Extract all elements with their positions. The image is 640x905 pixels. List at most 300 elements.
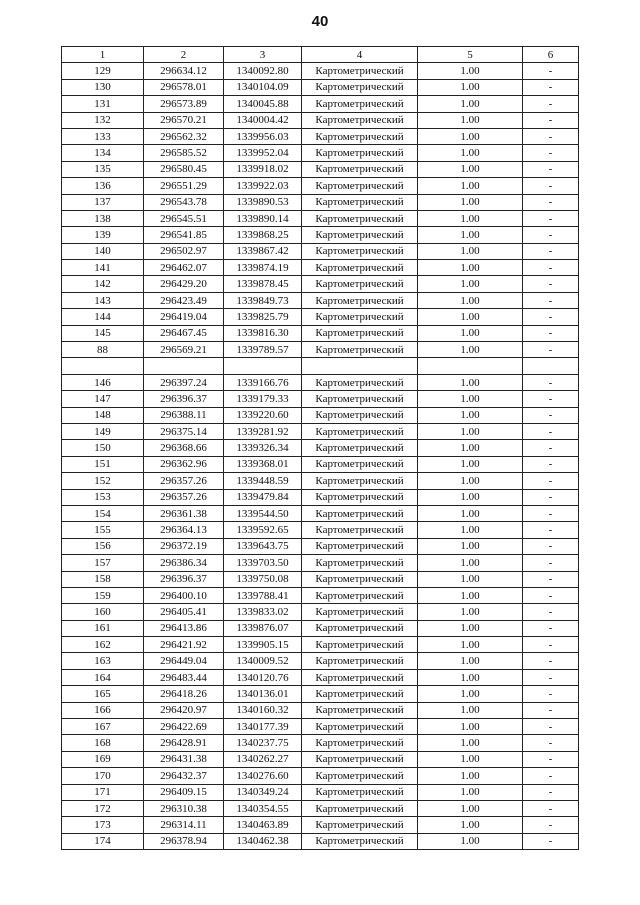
point-number-cell: 149 — [62, 423, 144, 439]
table-row — [62, 325, 579, 341]
table-row — [62, 309, 579, 325]
table-row — [62, 768, 579, 784]
accuracy-cell: 1.00 — [418, 473, 523, 489]
accuracy-cell: 1.00 — [418, 604, 523, 620]
method-cell: Картометрический — [302, 800, 418, 816]
x-coordinate-cell: 296585.52 — [144, 145, 224, 161]
point-number-cell: 154 — [62, 505, 144, 521]
y-coordinate-cell: 1339281.92 — [224, 423, 302, 439]
x-coordinate-cell: 296541.85 — [144, 227, 224, 243]
table-row — [62, 145, 579, 161]
method-cell: Картометрический — [302, 309, 418, 325]
note-cell: - — [523, 653, 579, 669]
point-number-cell: 150 — [62, 440, 144, 456]
note-cell: - — [523, 423, 579, 439]
y-coordinate-cell: 1340009.52 — [224, 653, 302, 669]
y-coordinate-cell: 1340349.24 — [224, 784, 302, 800]
method-cell — [302, 358, 418, 374]
table-row — [62, 391, 579, 407]
point-number-cell: 136 — [62, 178, 144, 194]
table-row — [62, 440, 579, 456]
point-number-cell — [62, 358, 144, 374]
y-coordinate-cell: 1339905.15 — [224, 637, 302, 653]
method-cell: Картометрический — [302, 423, 418, 439]
y-coordinate-cell: 1340237.75 — [224, 735, 302, 751]
table-row — [62, 604, 579, 620]
column-header: 4 — [302, 47, 418, 63]
method-cell: Картометрический — [302, 833, 418, 849]
note-cell: - — [523, 292, 579, 308]
y-coordinate-cell: 1339825.79 — [224, 309, 302, 325]
point-number-cell: 151 — [62, 456, 144, 472]
y-coordinate-cell: 1340136.01 — [224, 686, 302, 702]
y-coordinate-cell: 1339220.60 — [224, 407, 302, 423]
point-number-cell: 132 — [62, 112, 144, 128]
table-row — [62, 735, 579, 751]
method-cell: Картометрический — [302, 374, 418, 390]
x-coordinate-cell: 296413.86 — [144, 620, 224, 636]
x-coordinate-cell: 296400.10 — [144, 587, 224, 603]
method-cell: Картометрический — [302, 342, 418, 358]
x-coordinate-cell: 296397.24 — [144, 374, 224, 390]
x-coordinate-cell: 296418.26 — [144, 686, 224, 702]
method-cell: Картометрический — [302, 604, 418, 620]
accuracy-cell: 1.00 — [418, 342, 523, 358]
note-cell: - — [523, 210, 579, 226]
x-coordinate-cell: 296429.20 — [144, 276, 224, 292]
x-coordinate-cell: 296573.89 — [144, 96, 224, 112]
x-coordinate-cell: 296467.45 — [144, 325, 224, 341]
point-number-cell: 171 — [62, 784, 144, 800]
note-cell: - — [523, 505, 579, 521]
y-coordinate-cell: 1339849.73 — [224, 292, 302, 308]
table-row — [62, 79, 579, 95]
x-coordinate-cell: 296386.34 — [144, 555, 224, 571]
accuracy-cell: 1.00 — [418, 571, 523, 587]
point-number-cell: 161 — [62, 620, 144, 636]
x-coordinate-cell: 296449.04 — [144, 653, 224, 669]
note-cell: - — [523, 719, 579, 735]
method-cell: Картометрический — [302, 653, 418, 669]
table-row — [62, 719, 579, 735]
accuracy-cell: 1.00 — [418, 96, 523, 112]
y-coordinate-cell: 1339368.01 — [224, 456, 302, 472]
note-cell: - — [523, 194, 579, 210]
note-cell: - — [523, 768, 579, 784]
method-cell: Картометрический — [302, 620, 418, 636]
accuracy-cell: 1.00 — [418, 505, 523, 521]
x-coordinate-cell: 296361.38 — [144, 505, 224, 521]
y-coordinate-cell: 1339956.03 — [224, 128, 302, 144]
note-cell: - — [523, 784, 579, 800]
y-coordinate-cell: 1339876.07 — [224, 620, 302, 636]
y-coordinate-cell: 1340045.88 — [224, 96, 302, 112]
x-coordinate-cell: 296368.66 — [144, 440, 224, 456]
method-cell: Картометрический — [302, 194, 418, 210]
column-header: 5 — [418, 47, 523, 63]
point-number-cell: 172 — [62, 800, 144, 816]
x-coordinate-cell: 296502.97 — [144, 243, 224, 259]
method-cell: Картометрический — [302, 702, 418, 718]
point-number-cell: 147 — [62, 391, 144, 407]
method-cell: Картометрический — [302, 735, 418, 751]
note-cell: - — [523, 489, 579, 505]
note-cell: - — [523, 342, 579, 358]
accuracy-cell: 1.00 — [418, 735, 523, 751]
note-cell: - — [523, 407, 579, 423]
point-number-cell: 145 — [62, 325, 144, 341]
accuracy-cell: 1.00 — [418, 128, 523, 144]
method-cell: Картометрический — [302, 489, 418, 505]
point-number-cell: 158 — [62, 571, 144, 587]
accuracy-cell: 1.00 — [418, 637, 523, 653]
x-coordinate-cell: 296372.19 — [144, 538, 224, 554]
point-number-cell: 159 — [62, 587, 144, 603]
accuracy-cell: 1.00 — [418, 620, 523, 636]
accuracy-cell: 1.00 — [418, 407, 523, 423]
point-number-cell: 165 — [62, 686, 144, 702]
note-cell: - — [523, 260, 579, 276]
note-cell: - — [523, 555, 579, 571]
x-coordinate-cell: 296314.11 — [144, 817, 224, 833]
table-row — [62, 817, 579, 833]
y-coordinate-cell — [224, 358, 302, 374]
point-number-cell: 133 — [62, 128, 144, 144]
method-cell: Картометрический — [302, 522, 418, 538]
y-coordinate-cell: 1339703.50 — [224, 555, 302, 571]
y-coordinate-cell: 1340462.38 — [224, 833, 302, 849]
point-number-cell: 152 — [62, 473, 144, 489]
coordinates-table — [61, 46, 579, 850]
x-coordinate-cell: 296396.37 — [144, 571, 224, 587]
point-number-cell: 141 — [62, 260, 144, 276]
note-cell: - — [523, 145, 579, 161]
accuracy-cell: 1.00 — [418, 178, 523, 194]
accuracy-cell: 1.00 — [418, 686, 523, 702]
y-coordinate-cell: 1339592.65 — [224, 522, 302, 538]
x-coordinate-cell — [144, 358, 224, 374]
method-cell: Картометрический — [302, 686, 418, 702]
point-number-cell: 144 — [62, 309, 144, 325]
accuracy-cell: 1.00 — [418, 555, 523, 571]
method-cell: Картометрический — [302, 817, 418, 833]
y-coordinate-cell: 1339179.33 — [224, 391, 302, 407]
point-number-cell: 156 — [62, 538, 144, 554]
note-cell: - — [523, 604, 579, 620]
point-number-cell: 88 — [62, 342, 144, 358]
x-coordinate-cell: 296551.29 — [144, 178, 224, 194]
x-coordinate-cell: 296388.11 — [144, 407, 224, 423]
method-cell: Картометрический — [302, 768, 418, 784]
table-row — [62, 538, 579, 554]
table-row — [62, 833, 579, 849]
method-cell: Картометрический — [302, 292, 418, 308]
accuracy-cell: 1.00 — [418, 423, 523, 439]
table-row — [62, 473, 579, 489]
note-cell: - — [523, 456, 579, 472]
point-number-cell: 164 — [62, 669, 144, 685]
method-cell: Картометрический — [302, 555, 418, 571]
accuracy-cell: 1.00 — [418, 161, 523, 177]
x-coordinate-cell: 296409.15 — [144, 784, 224, 800]
method-cell: Картометрический — [302, 260, 418, 276]
y-coordinate-cell: 1339326.34 — [224, 440, 302, 456]
note-cell: - — [523, 161, 579, 177]
note-cell: - — [523, 227, 579, 243]
note-cell: - — [523, 800, 579, 816]
method-cell: Картометрический — [302, 407, 418, 423]
note-cell: - — [523, 751, 579, 767]
y-coordinate-cell: 1339448.59 — [224, 473, 302, 489]
point-number-cell: 148 — [62, 407, 144, 423]
accuracy-cell: 1.00 — [418, 374, 523, 390]
accuracy-cell: 1.00 — [418, 79, 523, 95]
note-cell: - — [523, 473, 579, 489]
table-row — [62, 374, 579, 390]
y-coordinate-cell: 1340104.09 — [224, 79, 302, 95]
point-number-cell: 138 — [62, 210, 144, 226]
table-row — [62, 555, 579, 571]
accuracy-cell: 1.00 — [418, 702, 523, 718]
accuracy-cell: 1.00 — [418, 489, 523, 505]
x-coordinate-cell: 296405.41 — [144, 604, 224, 620]
table-row — [62, 669, 579, 685]
x-coordinate-cell: 296462.07 — [144, 260, 224, 276]
table-row — [62, 112, 579, 128]
method-cell: Картометрический — [302, 669, 418, 685]
point-number-cell: 135 — [62, 161, 144, 177]
point-number-cell: 173 — [62, 817, 144, 833]
x-coordinate-cell: 296357.26 — [144, 473, 224, 489]
table-row — [62, 128, 579, 144]
accuracy-cell: 1.00 — [418, 669, 523, 685]
y-coordinate-cell: 1339952.04 — [224, 145, 302, 161]
table-row — [62, 210, 579, 226]
note-cell: - — [523, 128, 579, 144]
point-number-cell: 142 — [62, 276, 144, 292]
table-row — [62, 456, 579, 472]
method-cell: Картометрический — [302, 538, 418, 554]
note-cell — [523, 358, 579, 374]
y-coordinate-cell: 1339643.75 — [224, 538, 302, 554]
y-coordinate-cell: 1339833.02 — [224, 604, 302, 620]
y-coordinate-cell: 1339922.03 — [224, 178, 302, 194]
point-number-cell: 143 — [62, 292, 144, 308]
note-cell: - — [523, 522, 579, 538]
y-coordinate-cell: 1339750.08 — [224, 571, 302, 587]
method-cell: Картометрический — [302, 473, 418, 489]
point-number-cell: 155 — [62, 522, 144, 538]
table-row — [62, 686, 579, 702]
y-coordinate-cell: 1339479.84 — [224, 489, 302, 505]
table-row — [62, 587, 579, 603]
column-header: 2 — [144, 47, 224, 63]
y-coordinate-cell: 1339544.50 — [224, 505, 302, 521]
x-coordinate-cell: 296483.44 — [144, 669, 224, 685]
point-number-cell: 163 — [62, 653, 144, 669]
table-row — [62, 276, 579, 292]
method-cell: Картометрический — [302, 391, 418, 407]
y-coordinate-cell: 1339788.41 — [224, 587, 302, 603]
note-cell: - — [523, 178, 579, 194]
point-number-cell: 134 — [62, 145, 144, 161]
note-cell: - — [523, 440, 579, 456]
note-cell: - — [523, 817, 579, 833]
point-number-cell: 169 — [62, 751, 144, 767]
method-cell: Картометрический — [302, 227, 418, 243]
y-coordinate-cell: 1340354.55 — [224, 800, 302, 816]
x-coordinate-cell: 296545.51 — [144, 210, 224, 226]
y-coordinate-cell: 1340160.32 — [224, 702, 302, 718]
note-cell: - — [523, 374, 579, 390]
x-coordinate-cell: 296634.12 — [144, 63, 224, 79]
y-coordinate-cell: 1339918.02 — [224, 161, 302, 177]
y-coordinate-cell: 1339874.19 — [224, 260, 302, 276]
method-cell: Картометрический — [302, 276, 418, 292]
x-coordinate-cell: 296357.26 — [144, 489, 224, 505]
table-row — [62, 243, 579, 259]
accuracy-cell: 1.00 — [418, 538, 523, 554]
point-number-cell: 131 — [62, 96, 144, 112]
x-coordinate-cell: 296396.37 — [144, 391, 224, 407]
y-coordinate-cell: 1340262.27 — [224, 751, 302, 767]
point-number-cell: 170 — [62, 768, 144, 784]
point-number-cell: 137 — [62, 194, 144, 210]
note-cell: - — [523, 63, 579, 79]
x-coordinate-cell: 296362.96 — [144, 456, 224, 472]
accuracy-cell: 1.00 — [418, 833, 523, 849]
x-coordinate-cell: 296364.13 — [144, 522, 224, 538]
accuracy-cell: 1.00 — [418, 784, 523, 800]
y-coordinate-cell: 1339789.57 — [224, 342, 302, 358]
page-number: 40 — [311, 13, 329, 30]
table-row — [62, 96, 579, 112]
y-coordinate-cell: 1340004.42 — [224, 112, 302, 128]
table-row — [62, 751, 579, 767]
table-row — [62, 489, 579, 505]
note-cell: - — [523, 587, 579, 603]
table-row — [62, 505, 579, 521]
point-number-cell: 166 — [62, 702, 144, 718]
table-row — [62, 637, 579, 653]
method-cell: Картометрический — [302, 325, 418, 341]
accuracy-cell: 1.00 — [418, 145, 523, 161]
accuracy-cell: 1.00 — [418, 243, 523, 259]
accuracy-cell: 1.00 — [418, 227, 523, 243]
method-cell: Картометрический — [302, 505, 418, 521]
point-number-cell: 160 — [62, 604, 144, 620]
point-number-cell: 168 — [62, 735, 144, 751]
method-cell: Картометрический — [302, 112, 418, 128]
x-coordinate-cell: 296310.38 — [144, 800, 224, 816]
accuracy-cell: 1.00 — [418, 63, 523, 79]
method-cell: Картометрический — [302, 178, 418, 194]
point-number-cell: 130 — [62, 79, 144, 95]
note-cell: - — [523, 637, 579, 653]
method-cell: Картометрический — [302, 79, 418, 95]
table-row — [62, 653, 579, 669]
x-coordinate-cell: 296431.38 — [144, 751, 224, 767]
method-cell: Картометрический — [302, 571, 418, 587]
accuracy-cell: 1.00 — [418, 440, 523, 456]
x-coordinate-cell: 296420.97 — [144, 702, 224, 718]
x-coordinate-cell: 296580.45 — [144, 161, 224, 177]
note-cell: - — [523, 702, 579, 718]
method-cell: Картометрический — [302, 96, 418, 112]
table-row — [62, 800, 579, 816]
x-coordinate-cell: 296569.21 — [144, 342, 224, 358]
accuracy-cell: 1.00 — [418, 719, 523, 735]
x-coordinate-cell: 296423.49 — [144, 292, 224, 308]
note-cell: - — [523, 112, 579, 128]
point-number-cell: 153 — [62, 489, 144, 505]
accuracy-cell: 1.00 — [418, 210, 523, 226]
accuracy-cell: 1.00 — [418, 817, 523, 833]
accuracy-cell: 1.00 — [418, 325, 523, 341]
x-coordinate-cell: 296419.04 — [144, 309, 224, 325]
note-cell: - — [523, 669, 579, 685]
accuracy-cell: 1.00 — [418, 522, 523, 538]
accuracy-cell: 1.00 — [418, 800, 523, 816]
note-cell: - — [523, 79, 579, 95]
x-coordinate-cell: 296421.92 — [144, 637, 224, 653]
note-cell: - — [523, 325, 579, 341]
note-cell: - — [523, 96, 579, 112]
point-number-cell: 162 — [62, 637, 144, 653]
table-row — [62, 260, 579, 276]
x-coordinate-cell: 296543.78 — [144, 194, 224, 210]
method-cell: Картометрический — [302, 161, 418, 177]
table-row — [62, 178, 579, 194]
point-number-cell: 157 — [62, 555, 144, 571]
method-cell: Картометрический — [302, 637, 418, 653]
note-cell: - — [523, 686, 579, 702]
y-coordinate-cell: 1339816.30 — [224, 325, 302, 341]
y-coordinate-cell: 1339890.53 — [224, 194, 302, 210]
note-cell: - — [523, 309, 579, 325]
accuracy-cell: 1.00 — [418, 587, 523, 603]
accuracy-cell: 1.00 — [418, 276, 523, 292]
method-cell: Картометрический — [302, 719, 418, 735]
table-header-row — [62, 47, 579, 63]
x-coordinate-cell: 296578.01 — [144, 79, 224, 95]
note-cell: - — [523, 620, 579, 636]
y-coordinate-cell: 1340120.76 — [224, 669, 302, 685]
method-cell: Картометрический — [302, 210, 418, 226]
column-header: 1 — [62, 47, 144, 63]
method-cell: Картометрический — [302, 751, 418, 767]
note-cell: - — [523, 391, 579, 407]
method-cell: Картометрический — [302, 243, 418, 259]
point-number-cell: 140 — [62, 243, 144, 259]
method-cell: Картометрический — [302, 440, 418, 456]
x-coordinate-cell: 296562.32 — [144, 128, 224, 144]
accuracy-cell: 1.00 — [418, 653, 523, 669]
accuracy-cell: 1.00 — [418, 309, 523, 325]
table-row — [62, 522, 579, 538]
x-coordinate-cell: 296432.37 — [144, 768, 224, 784]
point-number-cell: 146 — [62, 374, 144, 390]
x-coordinate-cell: 296570.21 — [144, 112, 224, 128]
x-coordinate-cell: 296422.69 — [144, 719, 224, 735]
note-cell: - — [523, 833, 579, 849]
y-coordinate-cell: 1340276.60 — [224, 768, 302, 784]
x-coordinate-cell: 296378.94 — [144, 833, 224, 849]
column-header: 3 — [224, 47, 302, 63]
x-coordinate-cell: 296375.14 — [144, 423, 224, 439]
y-coordinate-cell: 1339878.45 — [224, 276, 302, 292]
accuracy-cell: 1.00 — [418, 768, 523, 784]
